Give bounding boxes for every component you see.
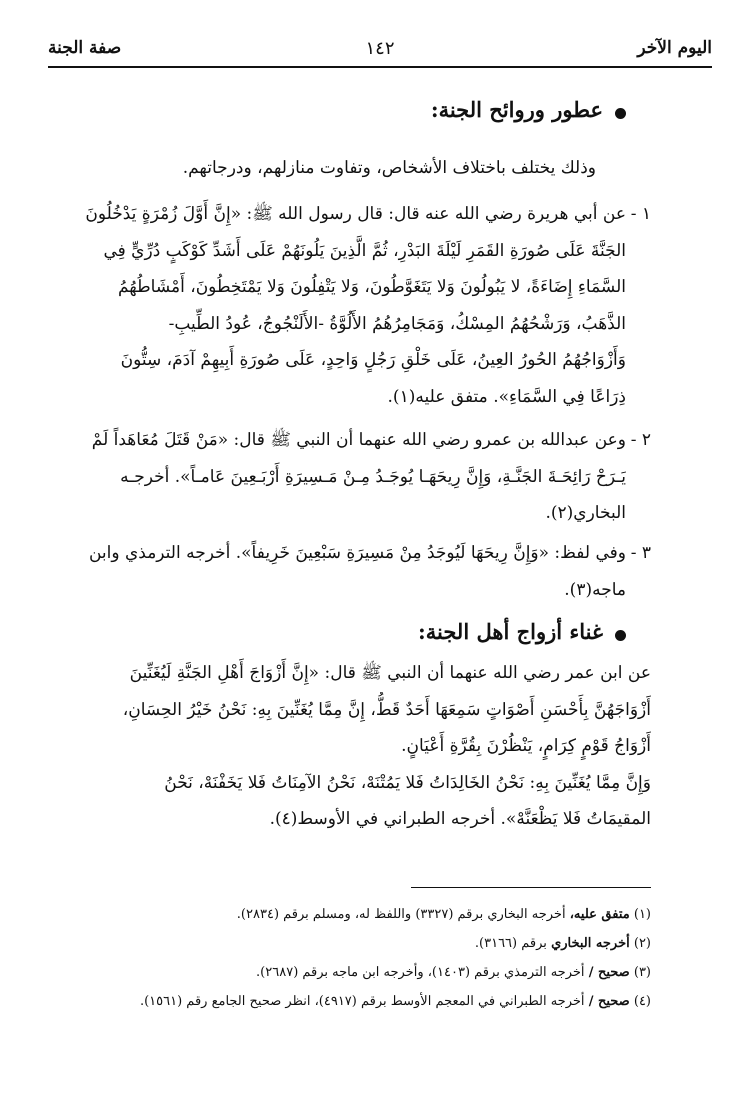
footnote-divider	[411, 887, 651, 888]
text-line: وَإِنَّ مِمَّا يُغَنِّينَ بِهِ: نَحْنُ الخَالِدَاتُ فَلا يَمُتْنَهْ، نَحْنُ الآمِنَاتُ فَلا يَخَفْنَهْ، نَحْنُ	[164, 772, 651, 793]
footnote-number: (١)	[633, 907, 651, 922]
footnote-label: أخرجه البخاري	[551, 936, 630, 951]
footnote-label: صحيح /	[588, 965, 630, 980]
hadith-paragraph-singing	[91, 655, 651, 838]
footnote-number: (٢)	[633, 936, 651, 951]
header-book-title: اليوم الآخر	[637, 38, 712, 58]
footnote-2	[91, 929, 651, 958]
footnote-label: متفق عليه،	[569, 907, 630, 922]
text-line: وَأَزْوَاجُهُمُ الحُورُ العِينُ، عَلَى خَلْقِ رَجُلٍ وَاحِدٍ، عَلَى صُورَةِ أَبِيهِمْ آدَمَ، سِتُّونَ	[120, 350, 626, 371]
intro-line: وذلك يختلف باختلاف الأشخاص، وتفاوت منازلهم، ودرجاتهم.	[182, 158, 596, 178]
intro-paragraph	[86, 150, 596, 187]
hadith-text	[71, 535, 626, 608]
running-header	[48, 38, 712, 66]
item-number: ١ -	[630, 204, 651, 224]
text-line: الذَّهَبُ، وَرَشْحُهُمُ المِسْكُ، وَمَجَامِرُهُمُ الأَلُوَّةُ -الأَلَنْجُوجُ، عُودُ الطِّيبِ-	[168, 313, 626, 334]
bullet-icon	[615, 108, 626, 119]
item-number: ٢ -	[630, 430, 651, 450]
text-line: أَزْوَاجُ قَوْمٍ كِرَامٍ، يَنْظُرْنَ بِقُرَّةِ أَعْيَانٍ.	[401, 736, 651, 757]
footnote-label: صحيح /	[588, 994, 630, 1009]
text-line: عن ابن عمر رضي الله عنهما أن النبي ﷺ قال: «إِنَّ أَزْوَاجَ أَهْلِ الجَنَّةِ لَيُغَنِّينَ	[129, 663, 651, 683]
footnote-text: أخرجه الطبراني في المعجم الأوسط برقم (٤٩١٧)، انظر صحيح الجامع رقم (١٥٦١).	[139, 994, 585, 1009]
text-line: أَزْوَاجَهُنَّ بِأَحْسَنِ أَصْوَاتٍ سَمِعَهَا أَحَدٌ قَطُّ، إِنَّ مِمَّا يُغَنِّينَ بِهِ: نَحْنُ خَيْرُ الحِسَانِ،	[122, 699, 651, 720]
page-number: ١٤٢	[365, 38, 395, 59]
section-heading-singing: غناء أزواج أهل الجنة:	[418, 619, 603, 644]
header-chapter-title: صفة الجنة	[48, 38, 122, 58]
footnote-text: أخرجه البخاري برقم (٣٣٢٧) واللفظ له، ومسلم برقم (٢٨٣٤).	[236, 907, 566, 922]
footnote-text: برقم (٣١٦٦).	[474, 936, 547, 951]
text-line: وفي لفظ: «وَإِنَّ رِيحَهَا لَيُوجَدُ مِنْ مَسِيرَةِ سَبْعِينَ خَرِيفاً». أخرجه الترمذي وابن	[88, 543, 626, 563]
footnote-4	[91, 987, 651, 1016]
footnote-number: (٣)	[633, 965, 651, 980]
text-line: وعن عبدالله بن عمرو رضي الله عنهما أن النبي ﷺ قال: «مَنْ قَتَلَ مُعَاهَداً لَمْ	[91, 430, 626, 450]
hadith-text	[71, 196, 626, 416]
header-divider	[48, 66, 712, 68]
text-line: ذِرَاعًا فِي السَّمَاءِ». متفق عليه(١).	[387, 386, 626, 407]
text-line: المقيمَاتُ فَلا يَظْعَنَّهْ». أخرجه الطبراني في الأوسط(٤).	[269, 809, 651, 830]
footnote-3	[91, 958, 651, 987]
text-line: عن أبي هريرة رضي الله عنه قال: قال رسول الله ﷺ: «إِنَّ أَوَّلَ زُمْرَةٍ يَدْخُلُونَ	[85, 204, 626, 224]
text-line: البخاري(٢).	[545, 503, 626, 524]
text-line: يَـرَحْ رَائِحَـةَ الجَنَّـةِ، وَإِنَّ رِيحَهَـا يُوجَـدُ مِـنْ مَـسِيرَةِ أَرْبَـعِينَ عَامـاً». أخرجـه	[120, 466, 626, 487]
footnote-text: أخرجه الترمذي برقم (١٤٠٣)، وأخرجه ابن ماجه برقم (٢٦٨٧).	[256, 965, 585, 980]
item-number: ٣ -	[630, 543, 651, 563]
hadith-item-1	[71, 196, 651, 416]
bullet-icon	[615, 630, 626, 641]
hadith-item-3	[71, 535, 651, 609]
section-heading-fragrances: عطور وروائح الجنة:	[430, 97, 603, 122]
hadith-text	[71, 422, 626, 532]
footnotes	[91, 900, 651, 1016]
hadith-item-2	[71, 422, 651, 532]
text-line: الجَنَّةَ عَلَى صُورَةِ القَمَرِ لَيْلَةَ البَدْرِ، ثُمَّ الَّذِينَ يَلُونَهُمْ عَلَى أَشَدِّ كَوْكَبٍ دُرِّيٍّ فِي	[103, 240, 626, 261]
footnote-1	[91, 900, 651, 929]
text-line: ماجه(٣).	[564, 579, 626, 600]
text-line: السَّمَاءِ إِضَاءَةً، لا يَبُولُونَ وَلا يَتَغَوَّطُونَ، وَلا يَتْفِلُونَ وَلا يَمْتَخِطُونَ، أَمْشَاطُهُمُ	[117, 277, 626, 298]
footnote-number: (٤)	[633, 994, 651, 1009]
